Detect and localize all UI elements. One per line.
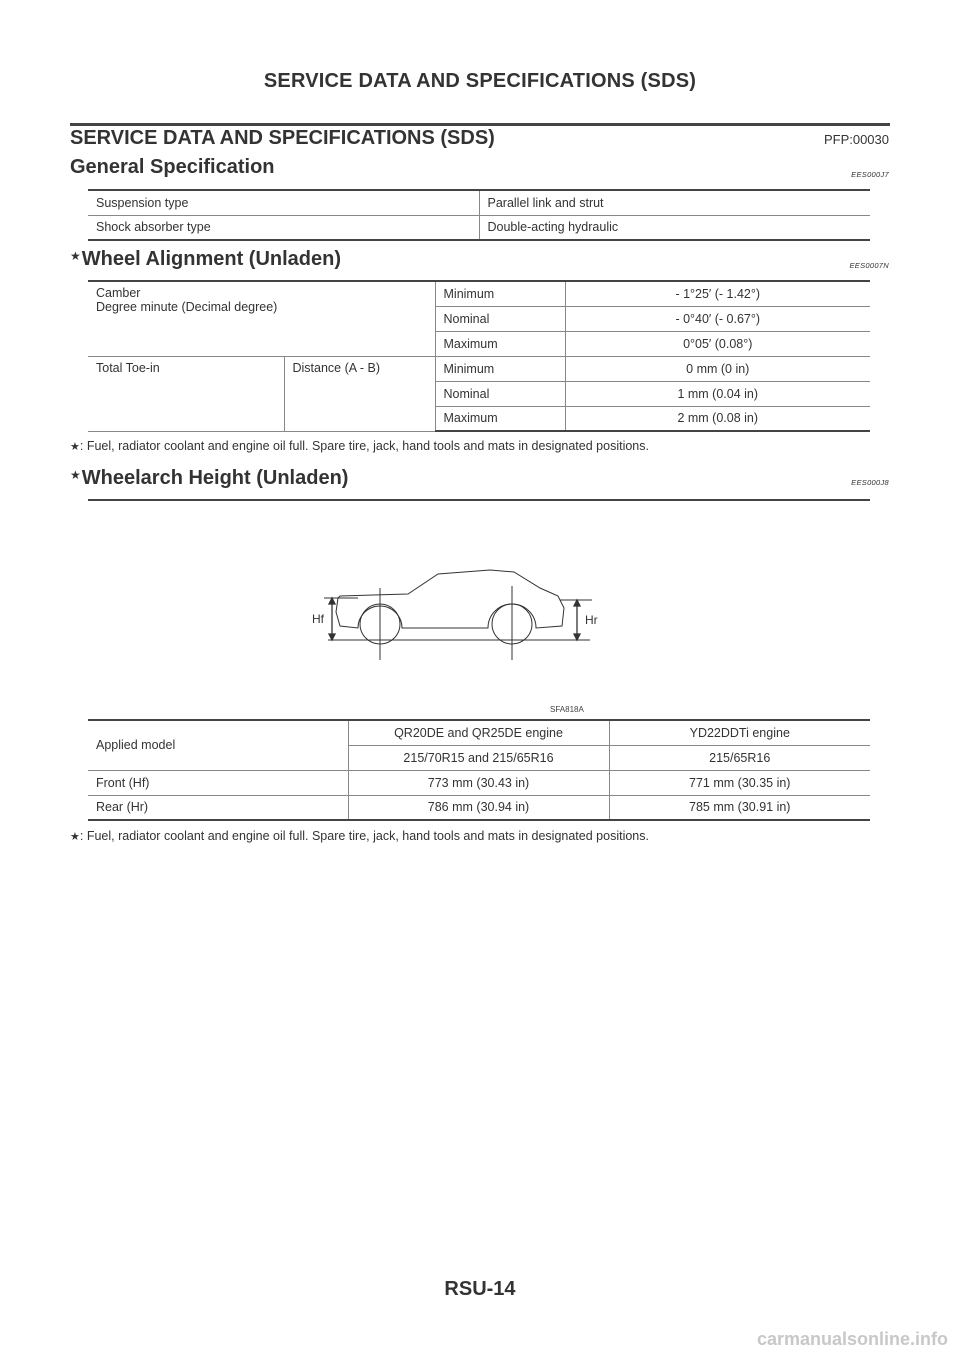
general-spec-table xyxy=(88,189,870,241)
alignment-note-text: : Fuel, radiator coolant and engine oil full. Spare tire, jack, hand tools and mats in designated positions. xyxy=(79,439,649,453)
watermark: carmanualsonline.info xyxy=(756,1329,948,1349)
section-top-rule xyxy=(70,123,890,126)
figure-caption: SFA818A xyxy=(550,705,584,714)
table-row xyxy=(88,190,870,215)
rear-height-value-2: 785 mm (30.91 in) xyxy=(609,795,870,820)
page-number: RSU-14 xyxy=(444,1278,516,1300)
camber-label: Camber xyxy=(96,286,141,300)
spec-label: Suspension type xyxy=(88,190,479,215)
wheelarch-heading xyxy=(70,467,348,490)
star-icon: ★ xyxy=(70,441,80,453)
wheel-alignment-heading xyxy=(70,248,341,271)
rear-height-row-label: Rear (Hr) xyxy=(88,795,348,820)
running-header: SERVICE DATA AND SPECIFICATIONS (SDS) xyxy=(263,70,697,92)
wheel-alignment-table xyxy=(88,280,870,432)
toe-max-value: 2 mm (0.08 in) xyxy=(565,406,870,431)
table-row xyxy=(88,215,870,240)
toe-nom-value: 1 mm (0.04 in) xyxy=(565,381,870,406)
general-spec-code: EES000J7 xyxy=(851,170,889,179)
wheel-alignment-title: Wheel Alignment (Unladen) xyxy=(81,248,342,270)
camber-max-value: 0°05′ (0.08°) xyxy=(565,331,870,356)
tire-size-1: 215/70R15 and 215/65R16 xyxy=(348,745,609,770)
front-height-row-label: Front (Hf) xyxy=(88,770,348,795)
toe-min-value: 0 mm (0 in) xyxy=(565,356,870,381)
table-row xyxy=(88,770,870,795)
toe-in-distance-label: Distance (A - B) xyxy=(284,356,435,431)
alignment-note xyxy=(70,439,649,453)
rear-height-label: Hr xyxy=(585,613,598,627)
toe-min-label: Minimum xyxy=(435,356,565,381)
toe-nom-label: Nominal xyxy=(435,381,565,406)
camber-nom-value: - 0°40′ (- 0.67°) xyxy=(565,306,870,331)
pfp-code: PFP:00030 xyxy=(823,132,889,147)
camber-max-label: Maximum xyxy=(435,331,565,356)
general-spec-heading: General Specification xyxy=(70,156,275,178)
wheelarch-title: Wheelarch Height (Unladen) xyxy=(81,467,349,489)
front-height-value-1: 773 mm (30.43 in) xyxy=(348,770,609,795)
table-row xyxy=(88,795,870,820)
table-row xyxy=(88,356,870,381)
section-title: SERVICE DATA AND SPECIFICATIONS (SDS) xyxy=(70,127,495,149)
wheelarch-table xyxy=(88,719,870,821)
applied-model-label: Applied model xyxy=(88,720,348,770)
table-row xyxy=(88,281,870,306)
rear-height-value-1: 786 mm (30.94 in) xyxy=(348,795,609,820)
spec-value: Double-acting hydraulic xyxy=(479,215,870,240)
camber-min-label: Minimum xyxy=(435,281,565,306)
wheelarch-note-text: : Fuel, radiator coolant and engine oil full. Spare tire, jack, hand tools and mats in designated positions. xyxy=(79,829,649,843)
wheelarch-code: EES000J8 xyxy=(851,478,889,487)
figure-top-rule xyxy=(88,499,870,501)
spec-value: Parallel link and strut xyxy=(479,190,870,215)
spec-label: Shock absorber type xyxy=(88,215,479,240)
car-side-diagram xyxy=(300,560,620,660)
camber-label-cell xyxy=(88,281,435,356)
engine-yd-label: YD22DDTi engine xyxy=(609,720,870,745)
camber-min-value: - 1°25′ (- 1.42°) xyxy=(565,281,870,306)
star-icon: ★ xyxy=(70,831,80,843)
wheel-alignment-code: EES0007N xyxy=(849,261,889,270)
camber-unit-label: Degree minute (Decimal degree) xyxy=(96,300,278,314)
front-height-value-2: 771 mm (30.35 in) xyxy=(609,770,870,795)
wheelarch-note xyxy=(70,829,649,843)
tire-size-2: 215/65R16 xyxy=(609,745,870,770)
star-icon: ★ xyxy=(70,468,81,482)
engine-qr-label: QR20DE and QR25DE engine xyxy=(348,720,609,745)
camber-nom-label: Nominal xyxy=(435,306,565,331)
toe-in-label: Total Toe-in xyxy=(88,356,284,431)
toe-max-label: Maximum xyxy=(435,406,565,431)
front-height-label: Hf xyxy=(312,612,324,626)
star-icon: ★ xyxy=(70,249,81,263)
table-row xyxy=(88,720,870,745)
